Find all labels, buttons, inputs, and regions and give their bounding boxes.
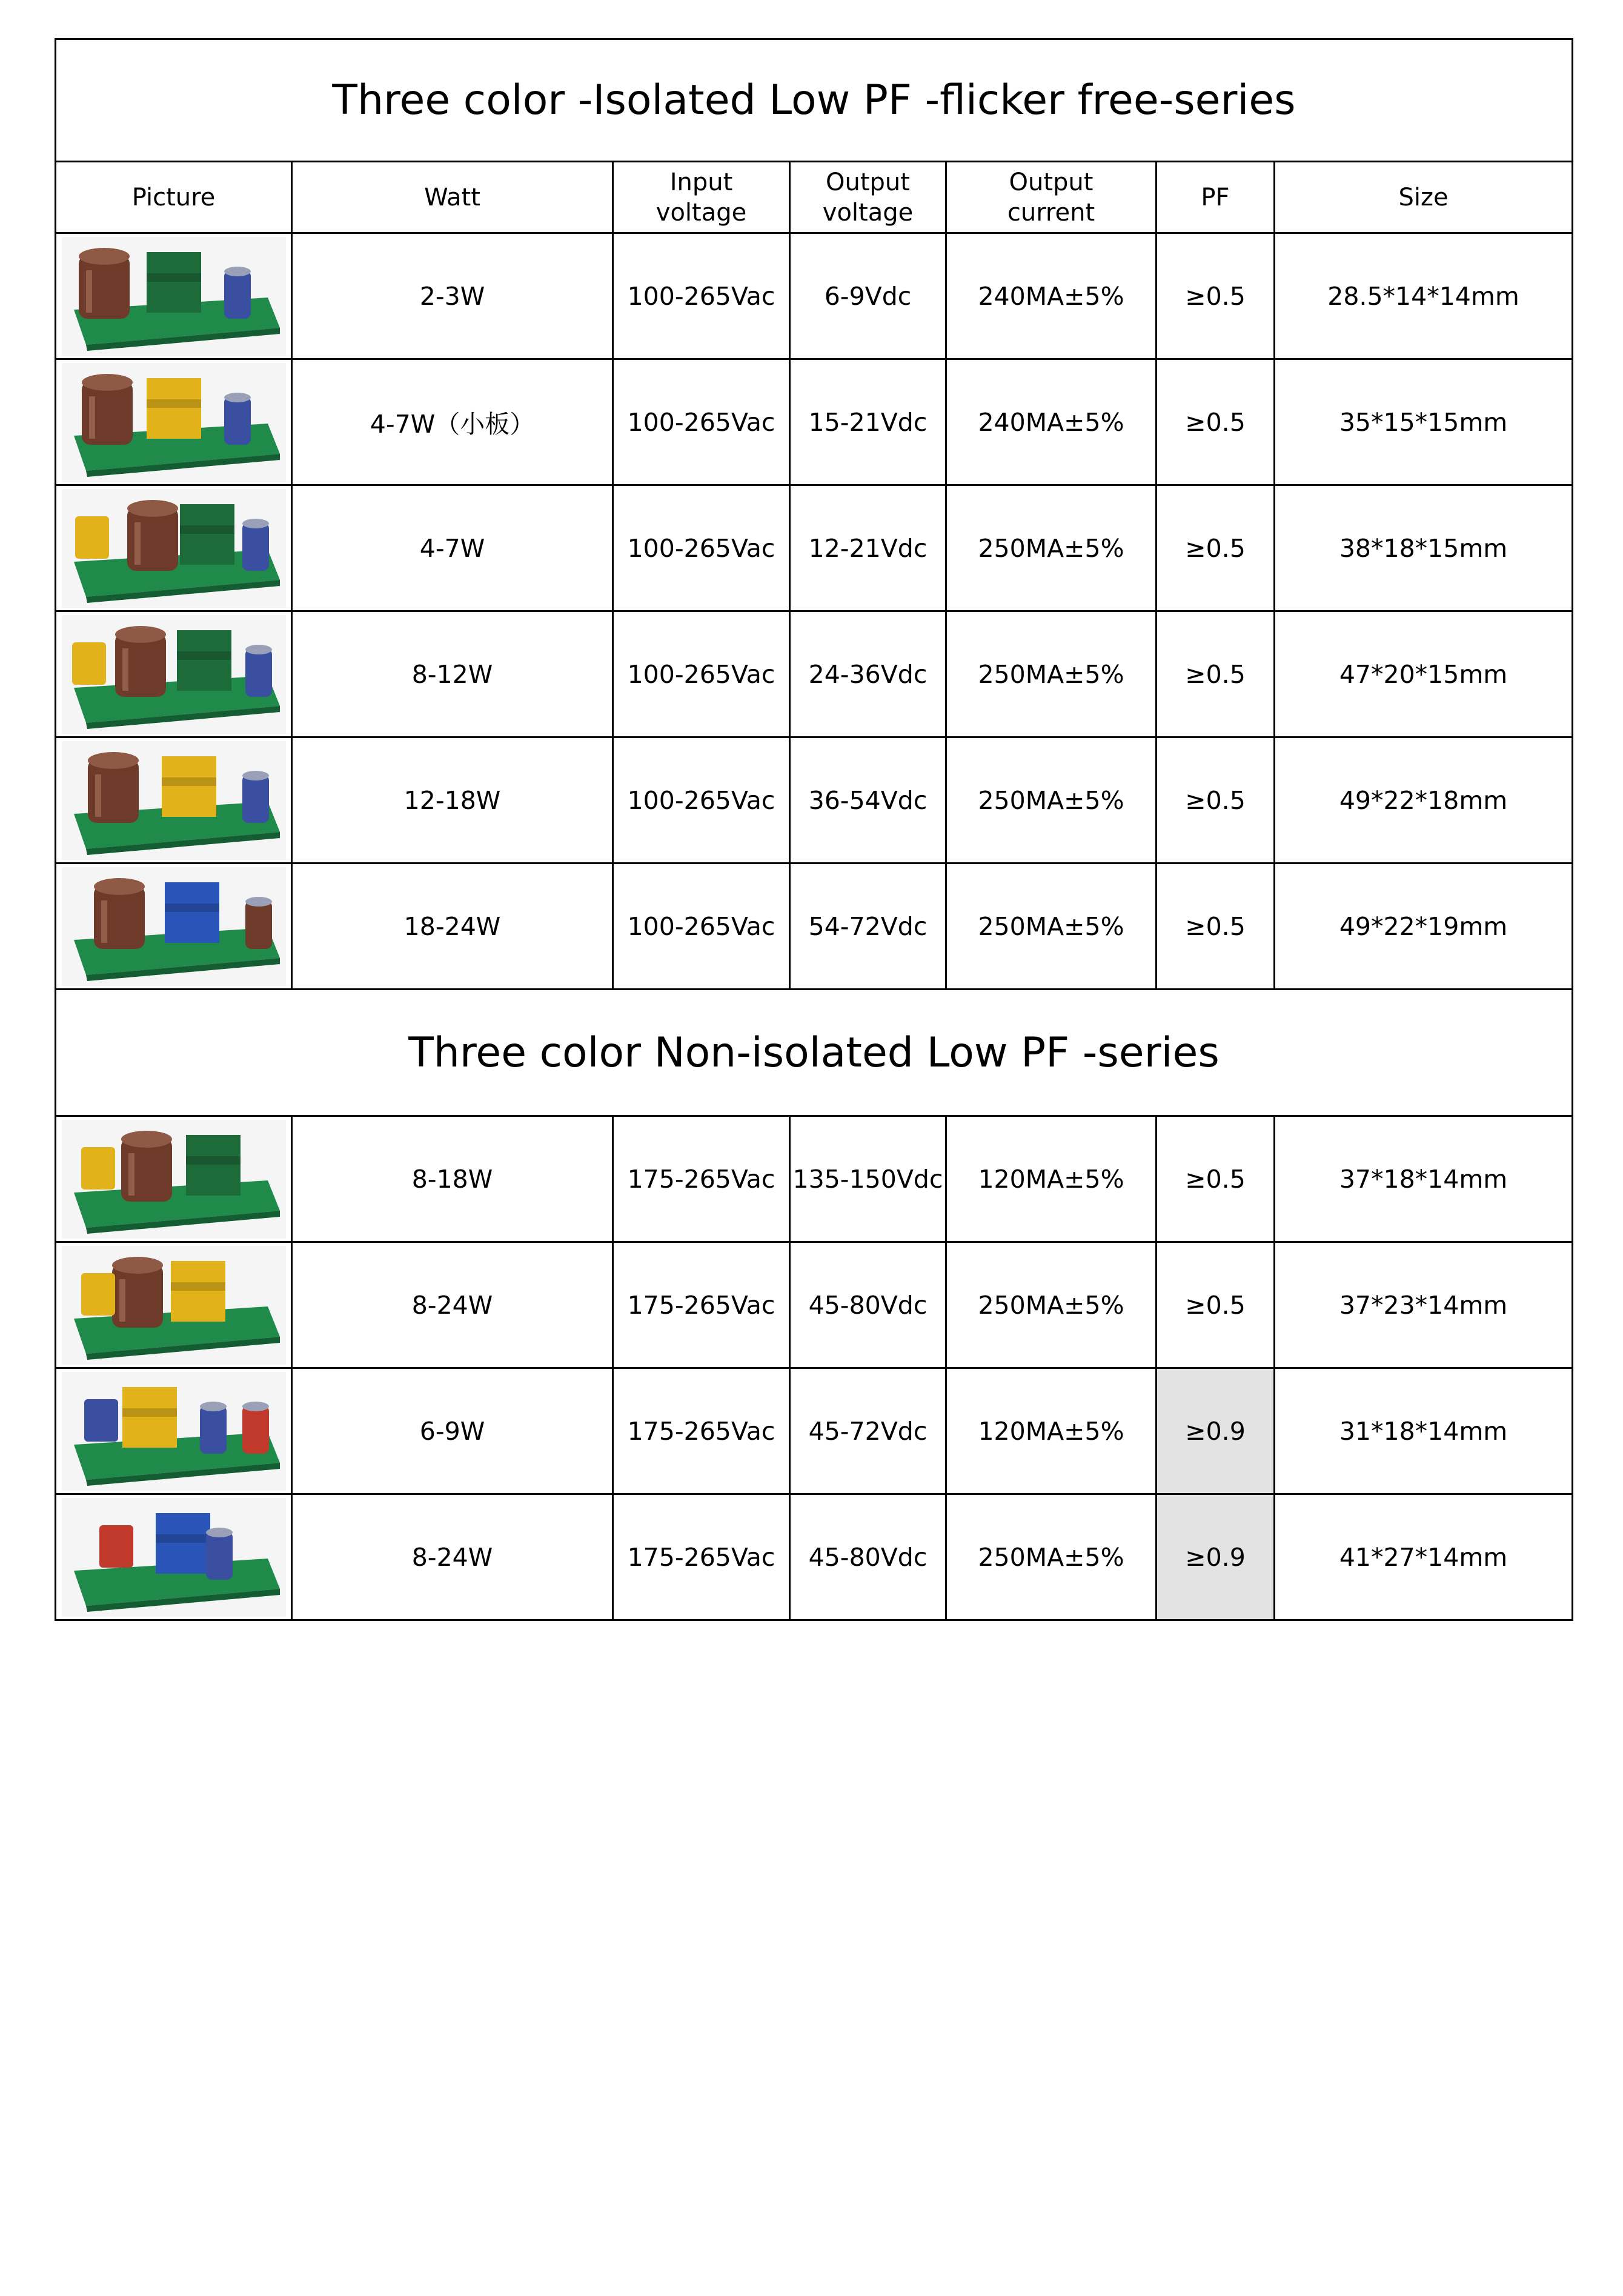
board-photo-icon	[62, 1372, 286, 1491]
product-picture	[56, 611, 292, 737]
size-cell: 49*22*19mm	[1275, 863, 1573, 990]
header-output-voltage-line1: Output	[826, 168, 910, 196]
header-output-current-line1: Output	[1009, 168, 1094, 196]
product-picture	[56, 233, 292, 359]
watt-cell: 8-18W	[292, 1116, 613, 1242]
product-picture	[56, 485, 292, 611]
pf-cell: ≥0.9	[1157, 1494, 1275, 1620]
board-photo-icon	[62, 237, 286, 356]
output-current-cell: 120MA±5%	[946, 1116, 1157, 1242]
table-row	[56, 1368, 1573, 1494]
section2-body	[56, 1116, 1573, 1620]
output-current-cell: 250MA±5%	[946, 737, 1157, 863]
header-row	[56, 162, 1573, 233]
pf-cell: ≥0.5	[1157, 611, 1275, 737]
output-current-cell: 250MA±5%	[946, 611, 1157, 737]
watt-cell: 4-7W（小板）	[292, 359, 613, 485]
section2-title: Three color Non-isolated Low PF -series	[56, 990, 1573, 1116]
output-current-cell: 250MA±5%	[946, 1242, 1157, 1368]
pf-cell: ≥0.5	[1157, 1242, 1275, 1368]
output-current-cell: 250MA±5%	[946, 485, 1157, 611]
board-photo-icon	[62, 1120, 286, 1239]
input-voltage-cell: 100-265Vac	[613, 233, 790, 359]
output-current-cell: 120MA±5%	[946, 1368, 1157, 1494]
output-voltage-cell: 54-72Vdc	[790, 863, 946, 990]
pf-cell: ≥0.9	[1157, 1368, 1275, 1494]
product-spec-table	[55, 38, 1573, 1621]
product-picture	[56, 1242, 292, 1368]
product-picture	[56, 359, 292, 485]
output-voltage-cell: 36-54Vdc	[790, 737, 946, 863]
pf-cell: ≥0.5	[1157, 233, 1275, 359]
size-cell: 47*20*15mm	[1275, 611, 1573, 737]
size-cell: 38*18*15mm	[1275, 485, 1573, 611]
input-voltage-cell: 100-265Vac	[613, 737, 790, 863]
pf-cell: ≥0.5	[1157, 863, 1275, 990]
size-cell: 37*18*14mm	[1275, 1116, 1573, 1242]
table-row	[56, 1116, 1573, 1242]
board-photo-icon	[62, 867, 286, 986]
header-output-voltage-line2: voltage	[822, 198, 914, 227]
header-output-current-line2: current	[1007, 198, 1095, 227]
size-cell: 28.5*14*14mm	[1275, 233, 1573, 359]
size-cell: 35*15*15mm	[1275, 359, 1573, 485]
output-current-cell: 250MA±5%	[946, 1494, 1157, 1620]
product-picture	[56, 737, 292, 863]
header-input-line1: Input	[669, 168, 733, 196]
input-voltage-cell: 100-265Vac	[613, 611, 790, 737]
output-voltage-cell: 24-36Vdc	[790, 611, 946, 737]
watt-cell: 18-24W	[292, 863, 613, 990]
output-voltage-cell: 12-21Vdc	[790, 485, 946, 611]
section1-title: Three color -Isolated Low PF -flicker free-series	[56, 39, 1573, 162]
output-current-cell: 240MA±5%	[946, 359, 1157, 485]
output-voltage-cell: 45-80Vdc	[790, 1242, 946, 1368]
header-watt: Watt	[292, 162, 613, 233]
input-voltage-cell: 100-265Vac	[613, 485, 790, 611]
watt-cell: 8-24W	[292, 1494, 613, 1620]
section1-body	[56, 233, 1573, 990]
input-voltage-cell: 100-265Vac	[613, 863, 790, 990]
pf-cell: ≥0.5	[1157, 359, 1275, 485]
pf-cell: ≥0.5	[1157, 485, 1275, 611]
size-cell: 41*27*14mm	[1275, 1494, 1573, 1620]
section1-title-row	[56, 39, 1573, 162]
watt-cell: 2-3W	[292, 233, 613, 359]
size-cell: 49*22*18mm	[1275, 737, 1573, 863]
header-input-line2: voltage	[656, 198, 747, 227]
board-photo-icon	[62, 741, 286, 860]
header-input-voltage	[613, 162, 790, 233]
header-output-current	[946, 162, 1157, 233]
output-voltage-cell: 135-150Vdc	[790, 1116, 946, 1242]
board-photo-icon	[62, 1246, 286, 1365]
output-voltage-cell: 15-21Vdc	[790, 359, 946, 485]
table-row	[56, 1242, 1573, 1368]
input-voltage-cell: 175-265Vac	[613, 1242, 790, 1368]
header-pf: PF	[1157, 162, 1275, 233]
product-picture	[56, 1494, 292, 1620]
output-voltage-cell: 45-80Vdc	[790, 1494, 946, 1620]
pf-cell: ≥0.5	[1157, 737, 1275, 863]
section2-title-row	[56, 990, 1573, 1116]
watt-cell: 4-7W	[292, 485, 613, 611]
input-voltage-cell: 175-265Vac	[613, 1116, 790, 1242]
product-picture	[56, 863, 292, 990]
watt-cell: 6-9W	[292, 1368, 613, 1494]
size-cell: 37*23*14mm	[1275, 1242, 1573, 1368]
output-voltage-cell: 6-9Vdc	[790, 233, 946, 359]
table-row	[56, 863, 1573, 990]
size-cell: 31*18*14mm	[1275, 1368, 1573, 1494]
watt-cell: 8-24W	[292, 1242, 613, 1368]
pf-cell: ≥0.5	[1157, 1116, 1275, 1242]
board-photo-icon	[62, 1498, 286, 1617]
table-row	[56, 485, 1573, 611]
table-row	[56, 359, 1573, 485]
header-picture: Picture	[56, 162, 292, 233]
header-size: Size	[1275, 162, 1573, 233]
table-row	[56, 737, 1573, 863]
board-photo-icon	[62, 615, 286, 734]
input-voltage-cell: 100-265Vac	[613, 359, 790, 485]
product-picture	[56, 1116, 292, 1242]
input-voltage-cell: 175-265Vac	[613, 1494, 790, 1620]
output-voltage-cell: 45-72Vdc	[790, 1368, 946, 1494]
watt-cell: 8-12W	[292, 611, 613, 737]
table-row	[56, 1494, 1573, 1620]
input-voltage-cell: 175-265Vac	[613, 1368, 790, 1494]
table-row	[56, 611, 1573, 737]
board-photo-icon	[62, 363, 286, 482]
output-current-cell: 240MA±5%	[946, 233, 1157, 359]
header-output-voltage	[790, 162, 946, 233]
watt-cell: 12-18W	[292, 737, 613, 863]
output-current-cell: 250MA±5%	[946, 863, 1157, 990]
board-photo-icon	[62, 489, 286, 608]
table-row	[56, 233, 1573, 359]
product-picture	[56, 1368, 292, 1494]
